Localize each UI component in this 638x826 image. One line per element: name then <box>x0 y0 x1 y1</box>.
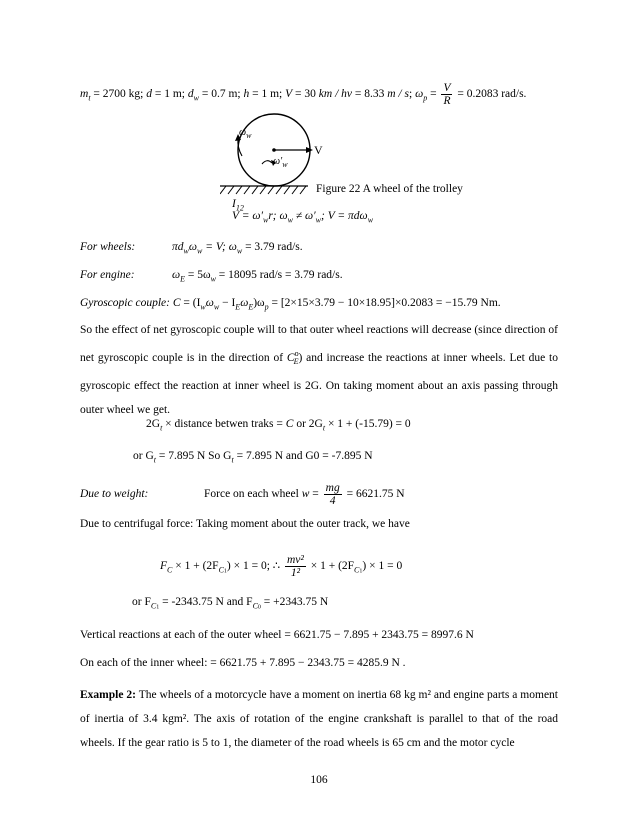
mv2-over-1-fraction: $\frac{\text{mv²}}{\text{1²}}$ <box>286 554 304 579</box>
example-2-paragraph: Example 2: The wheels of a motorcycle have a moment on inertia 68 kg m² and engine parts a moment of inertia of 3.4 kgm². The axis of rotation of the engine crankshaft is parallel to that of the road wheels. If the gear ratio is 5 to 1, the diameter of the road wheels is 65 cm and the motor cycle <box>80 689 558 749</box>
inner-wheel-reaction: On each of the inner wheel: = 6621.75 + 7.895 − 2343.75 = 4285.9 N . <box>80 657 406 669</box>
omega-w-label: $\omega_w$ <box>239 127 252 140</box>
weight-equation: Due to weight: Force on each wheel w = $\frac{mg}{4}$ = 6621.75 N <box>80 482 405 507</box>
given-values-line: $m_t = 2700$ kg; d = 1 m; $d_w = 0.7$ m; h = 1 m; V = 30 km / hv = 8.33 m / s; $\omega_p$ = $\frac{V}{R}$ = 0.2083 rad/s. <box>80 82 527 107</box>
reaction-result-line: or $G_t = 7.895$ N So $G_t = 7.895$ N and G0 = -7.895 N <box>133 450 373 465</box>
engine-equation: For engine: $\omega_E = 5\omega_w = 18095$ rad/s = 3.79 rad/s. <box>80 269 343 284</box>
omega-w-prime-arrow <box>262 161 272 164</box>
page-number: 106 <box>310 774 328 786</box>
figure-relation: $V = \omega'_wr$; $\omega_w \ne \omega'_w$; V = πdω$_w$ <box>232 210 374 225</box>
wheels-equation: For wheels: $\pi d_w\omega_w = V$; $\omega_w = 3.79$ rad/s. <box>80 241 303 256</box>
outer-wheel-reaction: Vertical reactions at each of the outer wheel = 6621.75 − 7.895 + 2343.75 = 8997.6 N <box>80 629 474 641</box>
velocity-label: V <box>314 143 323 157</box>
example-2-heading: Example 2: <box>80 689 136 701</box>
gyroscopic-couple-equation: Gyroscopic couple: $C = (I_w\omega_w - I_E\omega_E)\omega_p = [2\times 15\times 3.79 - 10\times 18.95]\times 0.2083 = -15.79$ Nm. <box>80 297 501 312</box>
contact-point-label: $I_{12}$ <box>232 198 244 213</box>
figure-caption: Figure 22 A wheel of the trolley <box>316 183 463 195</box>
v-over-r-fraction: $\frac{V}{R}$ <box>443 82 451 107</box>
gyroscopic-effect-paragraph: So the effect of net gyroscopic couple will to that outer wheel reactions will decrease (since direction of net gyroscopic couple is in the direction of $C^o_E$) and increase the reactions at inner wheels. Let due to gyroscopic effect the reaction at inner wheel is 2G. On taking moment about an axis passing through outer wheel we get. <box>80 324 558 417</box>
centrifugal-intro: Due to centrifugal force: Taking moment about the outer track, we have <box>80 518 410 530</box>
omega-w-prime-label: $\omega'_w$ <box>273 156 288 169</box>
centrifugal-moment-equation: $F_C \times 1 + (2F_{C1}) \times 1 = 0$; ∴ $\frac{\text{mv²}}{\text{1²}}$ × $1 + (2F_{C1}) \times 1 = 0$ <box>160 554 403 579</box>
mg-over-4-fraction: $\frac{mg}{4}$ <box>325 482 340 507</box>
centrifugal-result-line: or $F_{C1} = -2343.75$ N and $F_{C0} = +2343.75$ N <box>132 596 329 611</box>
moment-equation: $2G_t$ × distance betwen traks = C or $2G_t \times 1 + (-15.79) = 0$ <box>146 418 411 433</box>
ground-hatch <box>220 186 306 194</box>
